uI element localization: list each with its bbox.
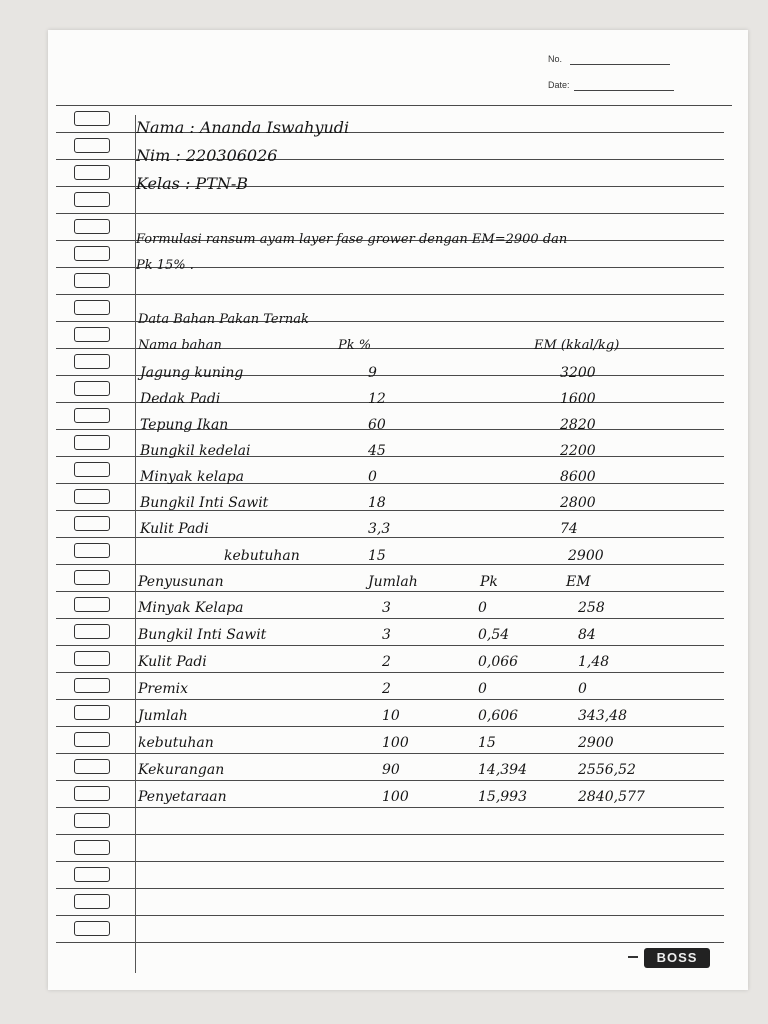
kelas-line: Kelas : PTN-B: [136, 174, 249, 193]
data-cell-em: 1600: [560, 391, 596, 407]
pen-cell-jumlah: 3: [382, 627, 391, 643]
data-header-pk: Pk %: [338, 338, 372, 353]
no-line: [570, 64, 670, 65]
pen-cell-bahan: Jumlah: [138, 708, 188, 724]
margin-box: [74, 354, 110, 369]
pen-cell-em: 2556,52: [578, 762, 636, 778]
data-cell-pk: 12: [368, 391, 386, 407]
margin-box: [74, 597, 110, 612]
pen-cell-jumlah: 3: [382, 600, 391, 616]
nim-line: Nim : 220306026: [136, 146, 278, 165]
data-cell-pk: 9: [368, 365, 377, 381]
pen-cell-pk: 0,54: [478, 627, 510, 643]
pen-cell-em: 84: [578, 627, 596, 643]
margin-box: [74, 192, 110, 207]
penyusunan-header: Penyusunan: [138, 574, 224, 590]
margin-box: [74, 165, 110, 180]
margin-box: [74, 516, 110, 531]
margin-box: [74, 705, 110, 720]
pen-cell-em: 0: [578, 681, 587, 697]
task-line-1: Formulasi ransum ayam layer fase grower dengan EM=2900 dan: [136, 232, 568, 247]
margin-box: [74, 543, 110, 558]
margin-box: [74, 381, 110, 396]
pen-cell-jumlah: 100: [382, 789, 409, 805]
data-cell-em: 8600: [560, 469, 596, 485]
margin-box: [74, 111, 110, 126]
ruled-line: [56, 699, 724, 700]
pen-cell-em: 2840,577: [578, 789, 645, 805]
pen-cell-pk: 15: [478, 735, 496, 751]
data-cell-em: 3200: [560, 365, 596, 381]
data-header-em: EM (kkal/kg): [534, 338, 620, 353]
ruled-line: [56, 105, 732, 106]
pen-cell-bahan: Kekurangan: [138, 762, 225, 778]
pen-cell-pk: 0: [478, 600, 487, 616]
margin-box: [74, 921, 110, 936]
margin-box: [74, 138, 110, 153]
margin-box: [74, 678, 110, 693]
data-cell-bahan: Tepung Ikan: [140, 417, 229, 433]
margin-box: [74, 840, 110, 855]
margin-box: [74, 489, 110, 504]
margin-box: [74, 462, 110, 477]
pen-cell-pk: 0,606: [478, 708, 519, 724]
margin-box: [74, 894, 110, 909]
pen-cell-em: 1,48: [578, 654, 610, 670]
data-cell-bahan: Minyak kelapa: [140, 469, 244, 485]
ruled-line: [56, 888, 724, 889]
ruled-line: [56, 564, 724, 565]
margin-box: [74, 273, 110, 288]
ruled-line: [56, 834, 724, 835]
margin-box: [74, 813, 110, 828]
pen-cell-pk: 15,993: [478, 789, 527, 805]
no-label: No.: [548, 54, 563, 64]
pen-cell-jumlah: 100: [382, 735, 409, 751]
ruled-line: [56, 645, 724, 646]
logo-tick: [628, 956, 638, 958]
ruled-line: [56, 753, 724, 754]
ruled-line: [56, 213, 724, 214]
date-line: [574, 90, 674, 91]
ruled-line: [56, 915, 724, 916]
task-line-2: Pk 15% .: [136, 258, 194, 273]
pk-header: Pk: [480, 574, 498, 590]
data-cell-pk: 0: [368, 469, 377, 485]
margin-box: [74, 246, 110, 261]
ruled-line: [56, 861, 724, 862]
pen-cell-em: 343,48: [578, 708, 627, 724]
kebutuhan-label: kebutuhan: [224, 548, 300, 564]
data-cell-bahan: Bungkil Inti Sawit: [140, 495, 269, 511]
margin-box: [74, 327, 110, 342]
data-cell-bahan: Kulit Padi: [140, 521, 209, 537]
data-cell-em: 74: [560, 521, 578, 537]
margin-box: [74, 732, 110, 747]
pen-cell-bahan: Premix: [138, 681, 189, 697]
pen-cell-bahan: Kulit Padi: [138, 654, 207, 670]
margin-box: [74, 651, 110, 666]
data-cell-pk: 18: [368, 495, 386, 511]
pen-cell-pk: 0,066: [478, 654, 519, 670]
notebook-page: [48, 30, 748, 990]
ruled-line: [56, 807, 724, 808]
pen-cell-jumlah: 10: [382, 708, 400, 724]
margin-box: [74, 759, 110, 774]
data-cell-bahan: Jagung kuning: [140, 365, 244, 381]
pen-cell-jumlah: 90: [382, 762, 400, 778]
ruled-line: [56, 537, 724, 538]
ruled-line: [56, 942, 724, 943]
ruled-line: [56, 726, 724, 727]
data-cell-pk: 3,3: [368, 521, 391, 537]
ruled-line: [56, 672, 724, 673]
kebutuhan-pk: 15: [368, 548, 386, 564]
ruled-line: [56, 780, 724, 781]
pen-cell-bahan: Penyetaraan: [138, 789, 227, 805]
data-cell-pk: 45: [368, 443, 386, 459]
pen-cell-em: 258: [578, 600, 605, 616]
data-header-nama: Nama bahan: [138, 338, 222, 353]
date-label: Date:: [548, 80, 570, 90]
pen-cell-bahan: Bungkil Inti Sawit: [138, 627, 267, 643]
ruled-line: [56, 294, 724, 295]
data-cell-pk: 60: [368, 417, 386, 433]
data-cell-bahan: Dedak Padi: [140, 391, 221, 407]
pen-cell-jumlah: 2: [382, 681, 391, 697]
margin-box: [74, 435, 110, 450]
em-header: EM: [566, 574, 591, 590]
margin-box: [74, 300, 110, 315]
margin-box: [74, 624, 110, 639]
kebutuhan-em: 2900: [568, 548, 604, 564]
ruled-line: [56, 591, 724, 592]
pen-cell-bahan: Minyak Kelapa: [138, 600, 244, 616]
margin-box: [74, 219, 110, 234]
margin-box: [74, 867, 110, 882]
pen-cell-jumlah: 2: [382, 654, 391, 670]
data-cell-em: 2200: [560, 443, 596, 459]
margin-box: [74, 786, 110, 801]
pen-cell-bahan: kebutuhan: [138, 735, 214, 751]
margin-box: [74, 570, 110, 585]
brand-logo: BOSS: [644, 948, 710, 968]
data-cell-em: 2820: [560, 417, 596, 433]
data-cell-em: 2800: [560, 495, 596, 511]
pen-cell-em: 2900: [578, 735, 614, 751]
ruled-line: [56, 618, 724, 619]
data-cell-bahan: Bungkil kedelai: [140, 443, 251, 459]
data-section-title: Data Bahan Pakan Ternak: [138, 312, 309, 327]
pen-cell-pk: 14,394: [478, 762, 527, 778]
margin-box: [74, 408, 110, 423]
pen-cell-pk: 0: [478, 681, 487, 697]
name-line: Nama : Ananda Iswahyudi: [136, 118, 350, 137]
jumlah-header: Jumlah: [368, 574, 418, 590]
